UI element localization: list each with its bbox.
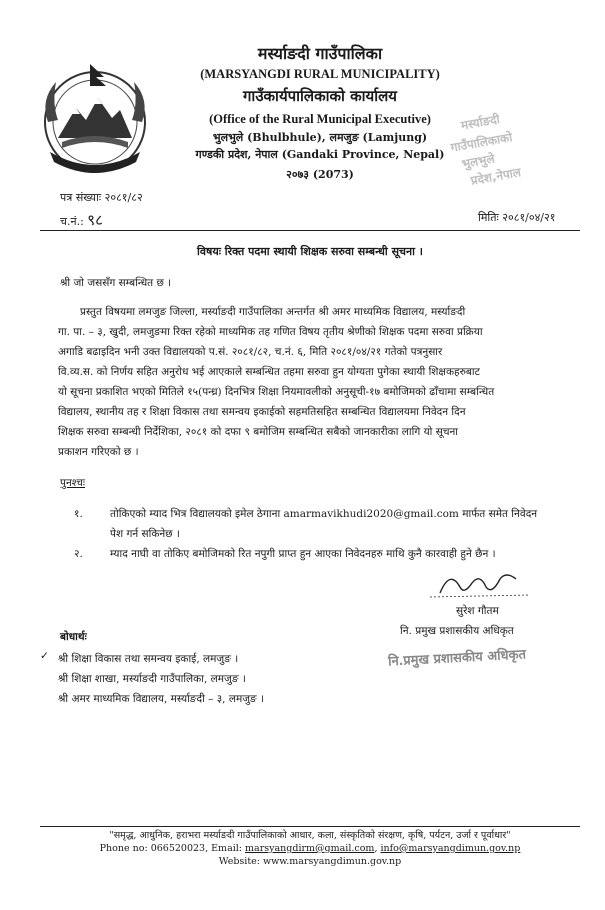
municipality-logo (36, 60, 154, 178)
body-line: यो सूचना प्रकाशित भएको मितिले १५(पन्ध्र) दिनभित्र शिक्षा नियमावलीको अनुसूची-१७ बमोजिमको ढाँचामा सम्बन्धित (58, 386, 495, 398)
footer-motto: "समृद्ध, आधुनिक, हराभरा मर्स्याङदी गाउँपालिकाको आधार, कला, संस्कृतिको संरक्षण, कृषि, पर्यटन, उर्जा र पूर्वाधार" (109, 830, 511, 841)
signatory-name: सुरेश गौतम (456, 605, 499, 617)
reference-number: पत्र संख्याः २०८१/८२ (60, 191, 143, 204)
footer-divider (40, 826, 580, 827)
note-text: पेश गर्न सकिनेछ । (110, 528, 180, 540)
svg-text:भुलभुले: भुलभुले (460, 151, 496, 172)
office-name-en: (Office of the Rural Municipal Executive) (209, 112, 431, 126)
signatory-title: नि. प्रमुख प्रशासकीय अधिकृत (400, 625, 514, 637)
body-line: वि.व्य.स. को निर्णय सहित अनुरोध भई आएकाले सम्बन्धित तहमा सरुवा हुन योग्यता पुगेका स्थायी शिक्षकहरुबाट (58, 366, 480, 378)
letter-date: मितिः २०८१/०४/२१ (478, 211, 556, 224)
cc-item: श्री शिक्षा शाखा, मर्स्याङदी गाउँपालिका, लमजुङ । (58, 673, 246, 685)
footer-contact: Phone no: 066520023, Email: marsyangdirm@gmail.com, info@marsyangdimun.gov.np (99, 843, 521, 854)
established-year: २०७३ (2073) (286, 168, 354, 181)
dispatch-number: च.नं.: ९८ (60, 211, 103, 229)
svg-text:प्रदेश,नेपाल: प्रदेश,नेपाल (469, 165, 522, 188)
note-text: म्याद नाघी वा तोकिए बमोजिमको रित नपुगी प्राप्त हुन आएका निवेदनहरु माथि कुनै कारवाही हुने छैन । (110, 548, 496, 560)
body-line: प्रस्तुत विषयमा लमजुङ जिल्ला, मर्स्याङदी गाउँपालिका अन्तर्गत श्री अमर माध्यमिक विद्यालय, मर्स्याङदी (80, 306, 466, 318)
header-divider (40, 230, 580, 231)
note-item (74, 544, 580, 564)
signature-mark (420, 565, 540, 605)
address-line-2: गण्डकी प्रदेश, नेपाल (Gandaki Province, Nepal) (195, 148, 445, 161)
note-number: १. (74, 508, 83, 520)
body-line: शिक्षक सरुवा सम्बन्धी निर्देशिका, २०८१ को दफा ९ बमोजिम सम्बन्धित सबैको जानकारीका लागि यो सूचना (58, 426, 459, 438)
email-link-1[interactable]: marsyangdirm@gmail.com (245, 843, 375, 854)
cc-item: श्री शिक्षा विकास तथा समन्वय इकाई, लमजुङ । (58, 653, 239, 665)
title-stamp: नि.प्रमुख प्रशासकीय अधिकृत (387, 647, 527, 670)
note-item (74, 504, 580, 544)
body-paragraph (58, 302, 578, 462)
note-number: २. (74, 548, 83, 560)
note-text: तोकिएको म्याद भित्र विद्यालयको इमेल ठेगाना amarmavikhudi2020@gmail.com मार्फत समेत निवेदन (110, 508, 538, 520)
municipality-name-en: (MARSYANGDI RURAL MUNICIPALITY) (200, 67, 440, 81)
body-line: प्रकाशन गरिएको छ । (58, 446, 139, 458)
subject-line: विषयः रिक्त पदमा स्थायी शिक्षक सरुवा सम्बन्धी सूचना । (197, 245, 423, 258)
office-name-np: गाउँकार्यपालिकाको कार्यालय (242, 87, 397, 105)
cc-item: श्री अमर माध्यमिक विद्यालय, मर्स्याङदी – ३, लमजुङ । (58, 693, 265, 705)
body-line: अगाडि बढाइदिन भनी उक्त विद्यालयको प.सं. २०८१/८२, च.नं. ६, मिति २०८१/०४/२१ गतेको पत्रनुसार (58, 346, 443, 358)
notes-heading: पुनश्चः (60, 477, 86, 489)
body-line: गा. पा. – ३, खुदी, लमजुङमा रिक्त रहेको माध्यमिक तह गणित विषय तृतीय श्रेणीको शिक्षक पदमा सरुवा प्रक्रिया (58, 326, 483, 338)
email-link-2[interactable]: info@marsyangdimun.gov.np (380, 843, 521, 854)
body-line: विद्यालय, स्थानीय तह र शिक्षा विकास तथा समन्वय इकाईको सहमतिसहित सम्बन्धित विद्यालयमा निवेदन दिन (58, 406, 466, 418)
svg-text:मर्स्याङदी: मर्स्याङदी (459, 112, 501, 133)
municipality-name-np: मर्स्याङदी गाउँपालिका (257, 44, 383, 63)
checkmark-icon: ✓ (40, 650, 49, 662)
cc-heading: बोधार्थः (60, 631, 87, 643)
salutation: श्री जो जससँग सम्बन्धित छ । (60, 277, 172, 289)
footer-website[interactable]: Website: www.marsyangdimun.gov.np (218, 856, 402, 867)
address-line-1: भुलभुले (Bhulbhule), लमजुङ (Lamjung) (212, 131, 428, 144)
svg-text:गाउँपालिकाको: गाउँपालिकाको (449, 130, 514, 155)
